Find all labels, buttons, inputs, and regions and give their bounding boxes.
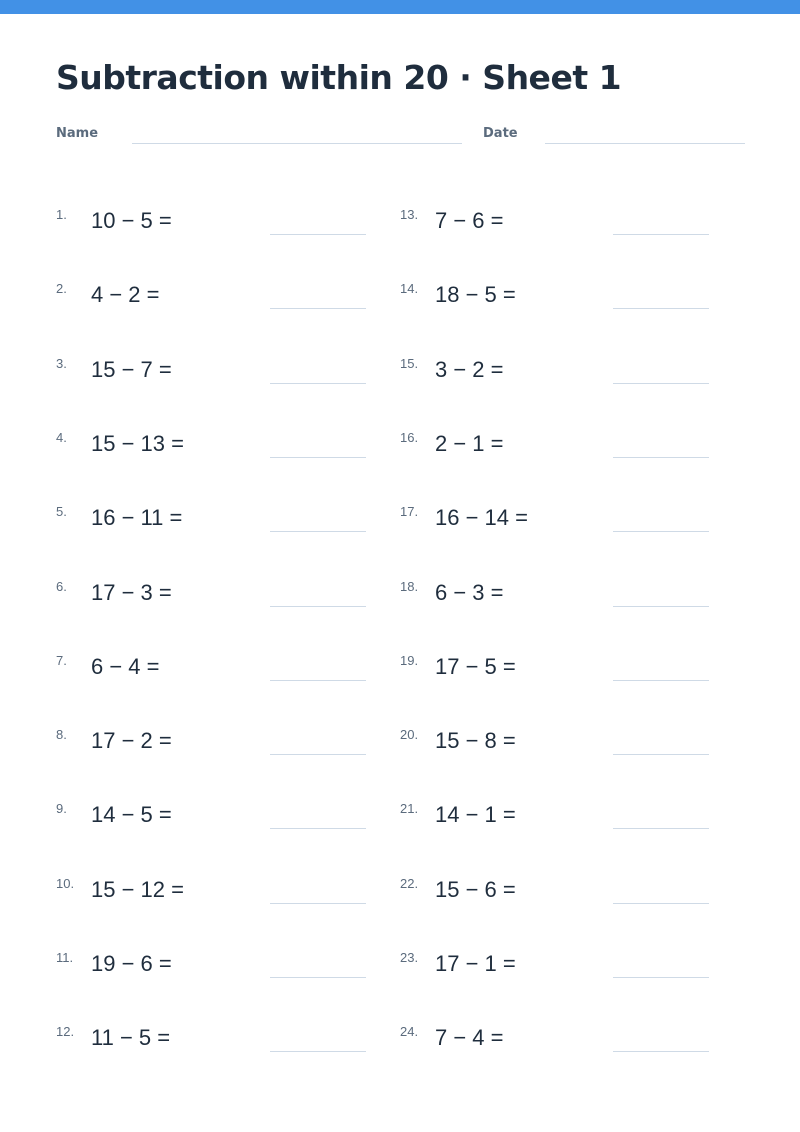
- problem-number: 24.: [400, 1024, 419, 1039]
- answer-field[interactable]: [613, 754, 709, 755]
- problem-expression: 15 − 12 =: [91, 877, 184, 902]
- answer-field[interactable]: [613, 903, 709, 904]
- problem-number: 4.: [56, 430, 67, 445]
- problem-expression: 6 − 4 =: [91, 654, 160, 679]
- problem-expression: 17 − 5 =: [435, 654, 516, 679]
- problem-expression: 17 − 2 =: [91, 728, 172, 753]
- problem-number: 22.: [400, 876, 419, 891]
- problem-expression: 18 − 5 =: [435, 282, 516, 307]
- problem-number: 12.: [56, 1024, 75, 1039]
- answer-field[interactable]: [270, 234, 366, 235]
- page-title: Subtraction within 20 · Sheet 1: [56, 58, 622, 97]
- problem-number: 19.: [400, 653, 419, 668]
- answer-field[interactable]: [270, 680, 366, 681]
- date-label: Date: [483, 126, 518, 141]
- problem-expression: 17 − 3 =: [91, 580, 172, 605]
- problem-expression: 16 − 14 =: [435, 505, 528, 530]
- problem-expression: 14 − 1 =: [435, 802, 516, 827]
- problem-number: 15.: [400, 356, 419, 371]
- problem-number: 8.: [56, 727, 67, 742]
- problem-number: 7.: [56, 653, 67, 668]
- answer-field[interactable]: [613, 531, 709, 532]
- answer-field[interactable]: [613, 680, 709, 681]
- problem-expression: 19 − 6 =: [91, 951, 172, 976]
- problem-number: 23.: [400, 950, 419, 965]
- problem-number: 1.: [56, 207, 67, 222]
- name-label: Name: [56, 126, 99, 141]
- answer-field[interactable]: [613, 606, 709, 607]
- problem-expression: 4 − 2 =: [91, 282, 160, 307]
- problem-number: 6.: [56, 579, 67, 594]
- answer-field[interactable]: [270, 606, 366, 607]
- answer-field[interactable]: [613, 383, 709, 384]
- problem-expression: 15 − 7 =: [91, 357, 172, 382]
- problem-expression: 14 − 5 =: [91, 802, 172, 827]
- answer-field[interactable]: [613, 828, 709, 829]
- answer-field[interactable]: [613, 308, 709, 309]
- problem-expression: 2 − 1 =: [435, 431, 504, 456]
- answer-field[interactable]: [613, 457, 709, 458]
- answer-field[interactable]: [613, 977, 709, 978]
- problem-number: 14.: [400, 281, 419, 296]
- answer-field[interactable]: [270, 977, 366, 978]
- problem-expression: 16 − 11 =: [91, 505, 183, 530]
- problem-number: 20.: [400, 727, 419, 742]
- problem-expression: 15 − 13 =: [91, 431, 184, 456]
- problem-expression: 11 − 5 =: [91, 1025, 171, 1050]
- problem-number: 9.: [56, 801, 67, 816]
- answer-field[interactable]: [270, 903, 366, 904]
- answer-field[interactable]: [270, 531, 366, 532]
- answer-field[interactable]: [270, 383, 366, 384]
- problem-number: 13.: [400, 207, 419, 222]
- answer-field[interactable]: [613, 234, 709, 235]
- problem-number: 17.: [400, 504, 419, 519]
- problem-expression: 7 − 6 =: [435, 208, 504, 233]
- answer-field[interactable]: [270, 828, 366, 829]
- answer-field[interactable]: [270, 457, 366, 458]
- problem-expression: 6 − 3 =: [435, 580, 504, 605]
- problem-expression: 10 − 5 =: [91, 208, 172, 233]
- problem-expression: 17 − 1 =: [435, 951, 516, 976]
- problem-number: 5.: [56, 504, 67, 519]
- answer-field[interactable]: [270, 754, 366, 755]
- answer-field[interactable]: [270, 1051, 366, 1052]
- answer-field[interactable]: [613, 1051, 709, 1052]
- problem-number: 21.: [400, 801, 419, 816]
- problem-expression: 3 − 2 =: [435, 357, 504, 382]
- answer-field[interactable]: [270, 308, 366, 309]
- problem-expression: 15 − 6 =: [435, 877, 516, 902]
- problem-number: 10.: [56, 876, 75, 891]
- problem-number: 16.: [400, 430, 419, 445]
- problem-number: 2.: [56, 281, 67, 296]
- problem-expression: 15 − 8 =: [435, 728, 516, 753]
- problem-number: 3.: [56, 356, 67, 371]
- problem-number: 18.: [400, 579, 419, 594]
- problem-expression: 7 − 4 =: [435, 1025, 504, 1050]
- problem-number: 11.: [56, 950, 74, 965]
